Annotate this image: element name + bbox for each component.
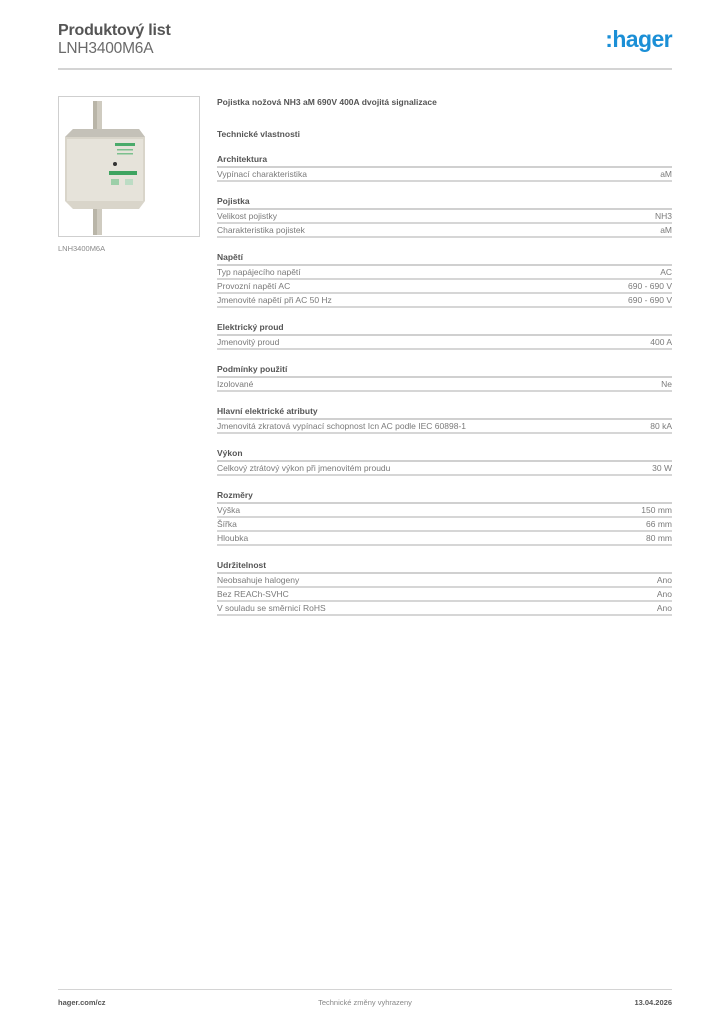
spec-label: Jmenovitý proud	[217, 337, 280, 347]
spec-label: Vypínací charakteristika	[217, 169, 307, 179]
image-caption: LNH3400M6A	[58, 244, 106, 253]
spec-row	[217, 588, 672, 602]
spec-value: 690 - 690 V	[628, 281, 672, 291]
section-title: Architektura	[217, 154, 672, 168]
spec-value: Ano	[656, 575, 672, 585]
section-architektura	[217, 154, 672, 182]
specifications	[217, 96, 672, 616]
section-udrzitelnost	[217, 560, 672, 616]
spec-label: Provozní napětí AC	[217, 281, 291, 291]
product-code: LNH3400M6A	[58, 40, 154, 57]
spec-value: 80 mm	[646, 533, 672, 543]
spec-label: Šířka	[217, 519, 237, 529]
product-image	[58, 96, 200, 237]
section-hlavni-elektricke-atributy	[217, 406, 672, 434]
spec-row	[217, 294, 672, 308]
section-podminky-pouziti	[217, 364, 672, 392]
spec-row	[217, 518, 672, 532]
spec-label: Hloubka	[217, 533, 249, 543]
spec-row	[217, 420, 672, 434]
section-rozmery	[217, 490, 672, 546]
section-elektricky-proud	[217, 322, 672, 350]
spec-label: V souladu se směrnicí RoHS	[217, 603, 326, 613]
spec-value: Ano	[656, 603, 672, 613]
spec-row	[217, 266, 672, 280]
footer-date: 13.04.2026	[634, 998, 672, 1007]
spec-row	[217, 210, 672, 224]
spec-row	[217, 602, 672, 616]
spec-label: Jmenovitá zkratová vypínací schopnost Icn AC podle IEC 60898-1	[217, 421, 466, 431]
section-pojistka	[217, 196, 672, 238]
hager-logo: :hager	[605, 26, 672, 52]
spec-value: aM	[660, 169, 672, 179]
spec-value: aM	[660, 225, 672, 235]
footer-website-link[interactable]: hager.com/cz	[58, 998, 106, 1007]
spec-value: 690 - 690 V	[628, 295, 672, 305]
section-title: Udržitelnost	[217, 560, 672, 574]
spec-row	[217, 462, 672, 476]
spec-label: Neobsahuje halogeny	[217, 575, 300, 585]
spec-label: Jmenovité napětí při AC 50 Hz	[217, 295, 332, 305]
section-vykon	[217, 448, 672, 476]
footer-divider	[58, 989, 672, 990]
fuse-illustration-icon	[59, 97, 199, 236]
spec-value: NH3	[654, 211, 672, 221]
spec-row	[217, 224, 672, 238]
spec-value: 66 mm	[646, 519, 672, 529]
spec-row	[217, 280, 672, 294]
spec-label: Velikost pojistky	[217, 211, 277, 221]
spec-value: 80 kA	[650, 421, 672, 431]
section-title: Pojistka	[217, 196, 672, 210]
section-title: Napětí	[217, 252, 672, 266]
spec-label: Typ napájecího napětí	[217, 267, 301, 277]
page-header	[58, 22, 672, 57]
spec-value: 30 W	[652, 463, 672, 473]
technical-properties-heading: Technické vlastnosti	[217, 129, 300, 139]
spec-label: Celkový ztrátový výkon při jmenovitém proudu	[217, 463, 391, 473]
spec-label: Izolované	[217, 379, 254, 389]
spec-value: Ano	[656, 589, 672, 599]
spec-row	[217, 574, 672, 588]
spec-row	[217, 336, 672, 350]
spec-label: Výška	[217, 505, 241, 515]
section-title: Rozměry	[217, 490, 672, 504]
document-title: Produktový list	[58, 22, 171, 39]
spec-value: AC	[660, 267, 672, 277]
spec-row	[217, 504, 672, 518]
footer-notice: Technické změny vyhrazeny	[318, 998, 412, 1007]
section-title: Hlavní elektrické atributy	[217, 406, 672, 420]
section-title: Elektrický proud	[217, 322, 672, 336]
spec-row	[217, 532, 672, 546]
spec-label: Charakteristika pojistek	[217, 225, 305, 235]
spec-value: 400 A	[650, 337, 672, 347]
spec-row	[217, 168, 672, 182]
section-title: Výkon	[217, 448, 672, 462]
header-divider	[58, 68, 672, 70]
product-description: Pojistka nožová NH3 aM 690V 400A dvojitá signalizace	[217, 97, 437, 107]
section-title: Podmínky použití	[217, 364, 672, 378]
spec-value: 150 mm	[641, 505, 672, 515]
spec-row	[217, 378, 672, 392]
spec-value: Ne	[661, 379, 672, 389]
spec-label: Bez REACh-SVHC	[217, 589, 289, 599]
section-napeti	[217, 252, 672, 308]
